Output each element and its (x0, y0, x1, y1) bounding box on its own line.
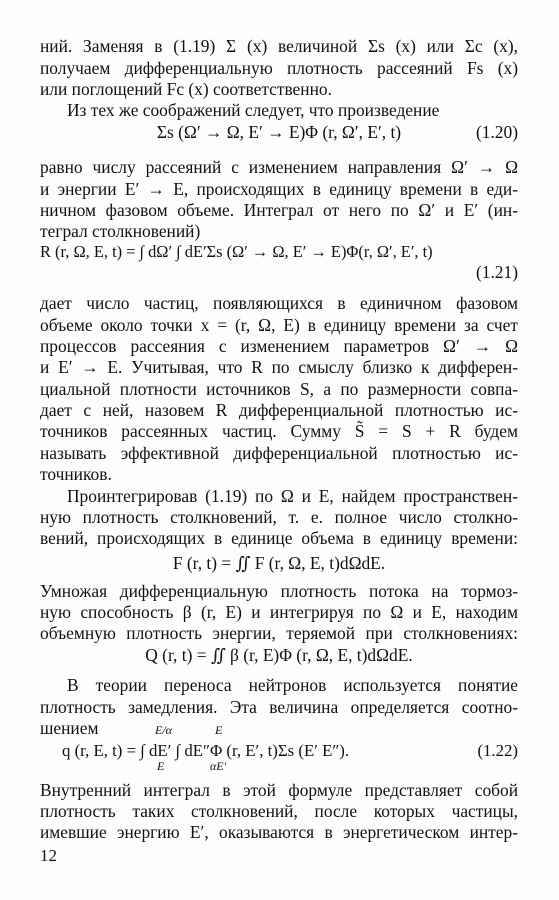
equation-F (40, 553, 518, 574)
integral-lower-limit-1: E (157, 759, 165, 773)
text-line-23: объемную плотность энергии, теряемой при столкновениях: (40, 623, 518, 643)
text-line-12: и E′ → E. Учитывая, что R по смыслу близко к дифферен- (40, 357, 518, 377)
text-line-19: ную плотность столкновений, т. е. полное число столкно- (40, 507, 518, 527)
text-line-9: дает число частиц, появляющихся в единичном фазовом (40, 293, 518, 313)
text-line-24: В теории переноса нейтронов используется понятие (67, 675, 518, 695)
equation-1-21-number: (1.21) (475, 262, 518, 282)
equation-1-22-number: (1.22) (477, 741, 518, 760)
text-line-20: вений, происходящих в единице объема в единицу времени: (40, 528, 518, 548)
equation-Q-body: Q (r, t) = ∬ β (r, E)Φ (r, Ω, E, t)dΩdE. (145, 645, 413, 665)
equation-F-body: F (r, t) = ∬ F (r, Ω, E, t)dΩdE. (172, 553, 386, 573)
text-line-14: дает с ней, назовем R дифференциальной плотностью ис- (40, 400, 518, 420)
text-line-7: ничном фазовом объеме. Интеграл от него по Ω′ и E′ (ин- (40, 200, 518, 220)
text-line-5: равно числу рассеяний с изменением направления Ω′ → Ω (40, 157, 518, 177)
equation-Q (40, 645, 518, 666)
text-line-1: ний. Заменяя в (1.19) Σ (x) величиной Σs (x) или Σc (x), (40, 36, 518, 56)
equation-1-22 (40, 740, 518, 761)
equation-1-21-number-line (40, 262, 518, 283)
text-line-28: плотность таких столкновений, после которых частицы, (40, 801, 518, 821)
equation-1-20-body: Σs (Ω′ → Ω, E′ → E)Φ (r, Ω′, E′, t) (156, 122, 402, 142)
text-line-17: точников. (40, 464, 112, 484)
equation-1-21 (40, 241, 518, 262)
text-line-6: и энергии E′ → E, происходящих в единицу времени в еди- (40, 179, 518, 199)
integral-upper-limit-1: E/α (155, 723, 172, 737)
text-line-25: плотность замедления. Эта величина определяется соотно- (40, 697, 518, 717)
equation-1-21-body: R (r, Ω, E, t) = ∫ dΩ′ ∫ dE′Σs (Ω′ → Ω, E′ → E)Φ(r, Ω′, E′, t) (40, 242, 433, 261)
equation-1-20-number: (1.20) (475, 122, 518, 142)
equation-1-20 (40, 122, 518, 143)
text-line-13: циальной плотности источников S, а по размерности совпа- (40, 379, 518, 399)
text-line-15: точников рассеянных частиц. Сумму S̃ = S + R будем (40, 421, 518, 441)
text-line-27: Внутренний интеграл в этой формуле представляет собой (40, 780, 518, 800)
text-line-8: теграл столкновений) (40, 221, 201, 241)
text-line-29: имевшие энергию E′, оказываются в энергетическом интер- (40, 822, 518, 842)
text-line-11: процессов рассеяния с изменением параметров Ω′ → Ω (40, 336, 518, 356)
text-line-3: или поглощений Fc (x) соответственно. (40, 79, 332, 99)
text-line-10: объеме около точки x = (r, Ω, E) в единицу времени за счет (40, 315, 518, 335)
integral-upper-limit-2: E (215, 723, 223, 737)
text-line-4: Из тех же соображений следует, что произведение (67, 100, 440, 120)
text-line-26: шением (40, 718, 99, 738)
text-line-22: ную способность β (r, E) и интегрируя по Ω и E, находим (40, 602, 518, 622)
text-line-2: получаем дифференциальную плотность рассеяний Fs (x) (40, 58, 518, 78)
integral-lower-limit-2: αE′ (210, 759, 227, 773)
text-line-18: Проинтегрировав (1.19) по Ω и E, найдем пространствен- (67, 486, 518, 506)
page-number: 12 (40, 846, 57, 865)
text-line-16: называть эффективной дифференциальной плотностью ис- (40, 443, 518, 463)
text-line-21: Умножая дифференциальную плотность потока на тормоз- (40, 581, 518, 601)
equation-1-22-body: q (r, E, t) = ∫ dE′ ∫ dE″Φ (r, E′, t)Σs (E′ E″). (62, 741, 350, 760)
